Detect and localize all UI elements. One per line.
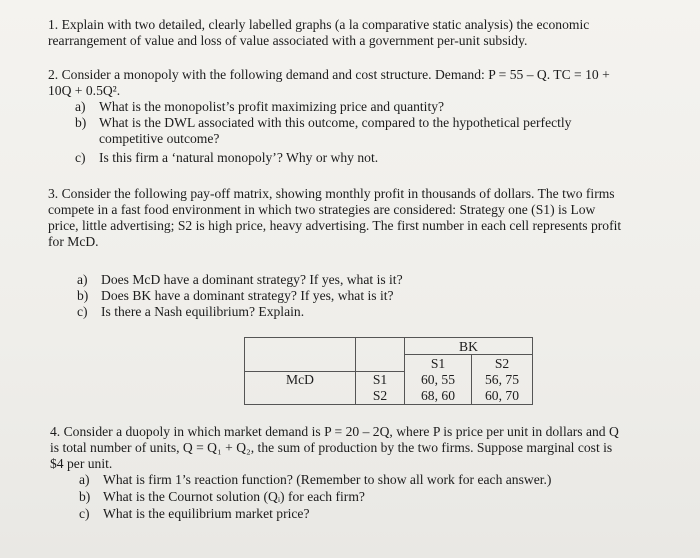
q3-a (77, 272, 403, 288)
q3-b-text: Does BK have a dominant strategy? If yes, what is it? (101, 288, 394, 303)
q3-a-label: a) (77, 272, 88, 287)
q3-b (77, 288, 394, 304)
q2-b-label: b) (75, 115, 87, 130)
q2-line1: 2. Consider a monopoly with the following demand and cost structure. Demand: P = 55 – Q. TC = 10 + (48, 67, 610, 82)
q3-line1: 3. Consider the following pay-off matrix, showing monthly profit in thousands of dollars. The two firms (48, 186, 615, 201)
q4-a (79, 472, 551, 488)
q4-c (79, 506, 309, 522)
q2-c-text: Is this firm a ‘natural monopoly’? Why or why not. (99, 150, 379, 165)
cell-s2-s2: 60, 70 (472, 388, 533, 405)
row-s2-header: S2 (356, 388, 405, 405)
q3-c-text: Is there a Nash equilibrium? Explain. (101, 304, 305, 319)
q4-a-label: a) (79, 472, 90, 487)
q4-b (79, 489, 365, 505)
q2-c-label: c) (75, 150, 86, 165)
q4-line1: 4. Consider a duopoly in which market demand is P = 20 – 2Q, where P is price per unit in dollars and Q (50, 424, 619, 439)
q3-line4: for McD. (48, 234, 99, 249)
q4-a-text: What is firm 1’s reaction function? (Remember to show all work for each answer.) (103, 472, 552, 487)
row-player-label: McD (245, 371, 356, 404)
q3-a-text: Does McD have a dominant strategy? If yes, what is it? (101, 272, 403, 287)
q2-b-text: What is the DWL associated with this outcome, compared to the hypothetical perfectly (99, 115, 572, 130)
q4-c-text: What is the equilibrium market price? (103, 506, 310, 521)
q1-line1: 1. Explain with two detailed, clearly labelled graphs (a la comparative static analysis) the economic (48, 17, 590, 32)
q1-line2: rearrangement of value and loss of value associated with a government per-unit subsidy. (48, 33, 528, 48)
col-s1-header: S1 (405, 355, 472, 372)
q2-b (75, 115, 571, 131)
q3-line3: price, little advertising; S2 is high price, heavy advertising. The first number in each cell represents profit (48, 218, 622, 233)
q4-line3: $4 per unit. (50, 456, 113, 471)
q3-c (77, 304, 304, 320)
q4-b-text: What is the Cournot solution (Qᵢ) for each firm? (103, 489, 365, 504)
payoff-matrix (244, 337, 533, 405)
q2-a-label: a) (75, 99, 86, 114)
q2-line2: 10Q + 0.5Q². (48, 83, 121, 98)
cell-s1-s2: 56, 75 (472, 371, 533, 388)
q4-line2: is total number of units, Q = Q₁ + Q₂, the sum of production by the two firms. Suppose marginal cost is (50, 440, 613, 455)
col-player-label: BK (405, 338, 533, 355)
q3-b-label: b) (77, 288, 89, 303)
cell-s1-s1: 60, 55 (405, 371, 472, 388)
q2-a (75, 99, 444, 115)
row-s1-header: S1 (356, 371, 405, 388)
q3-line2: compete in a fast food environment in which two strategies are considered: Strategy one (S1) is Low (48, 202, 596, 217)
q2-c (75, 150, 378, 166)
q2-a-text: What is the monopolist’s profit maximizing price and quantity? (99, 99, 445, 114)
q2-b-cont: competitive outcome? (99, 131, 220, 146)
q4-b-label: b) (79, 489, 91, 504)
cell-s2-s1: 68, 60 (405, 388, 472, 405)
q3-c-label: c) (77, 304, 88, 319)
col-s2-header: S2 (472, 355, 533, 372)
q4-c-label: c) (79, 506, 90, 521)
